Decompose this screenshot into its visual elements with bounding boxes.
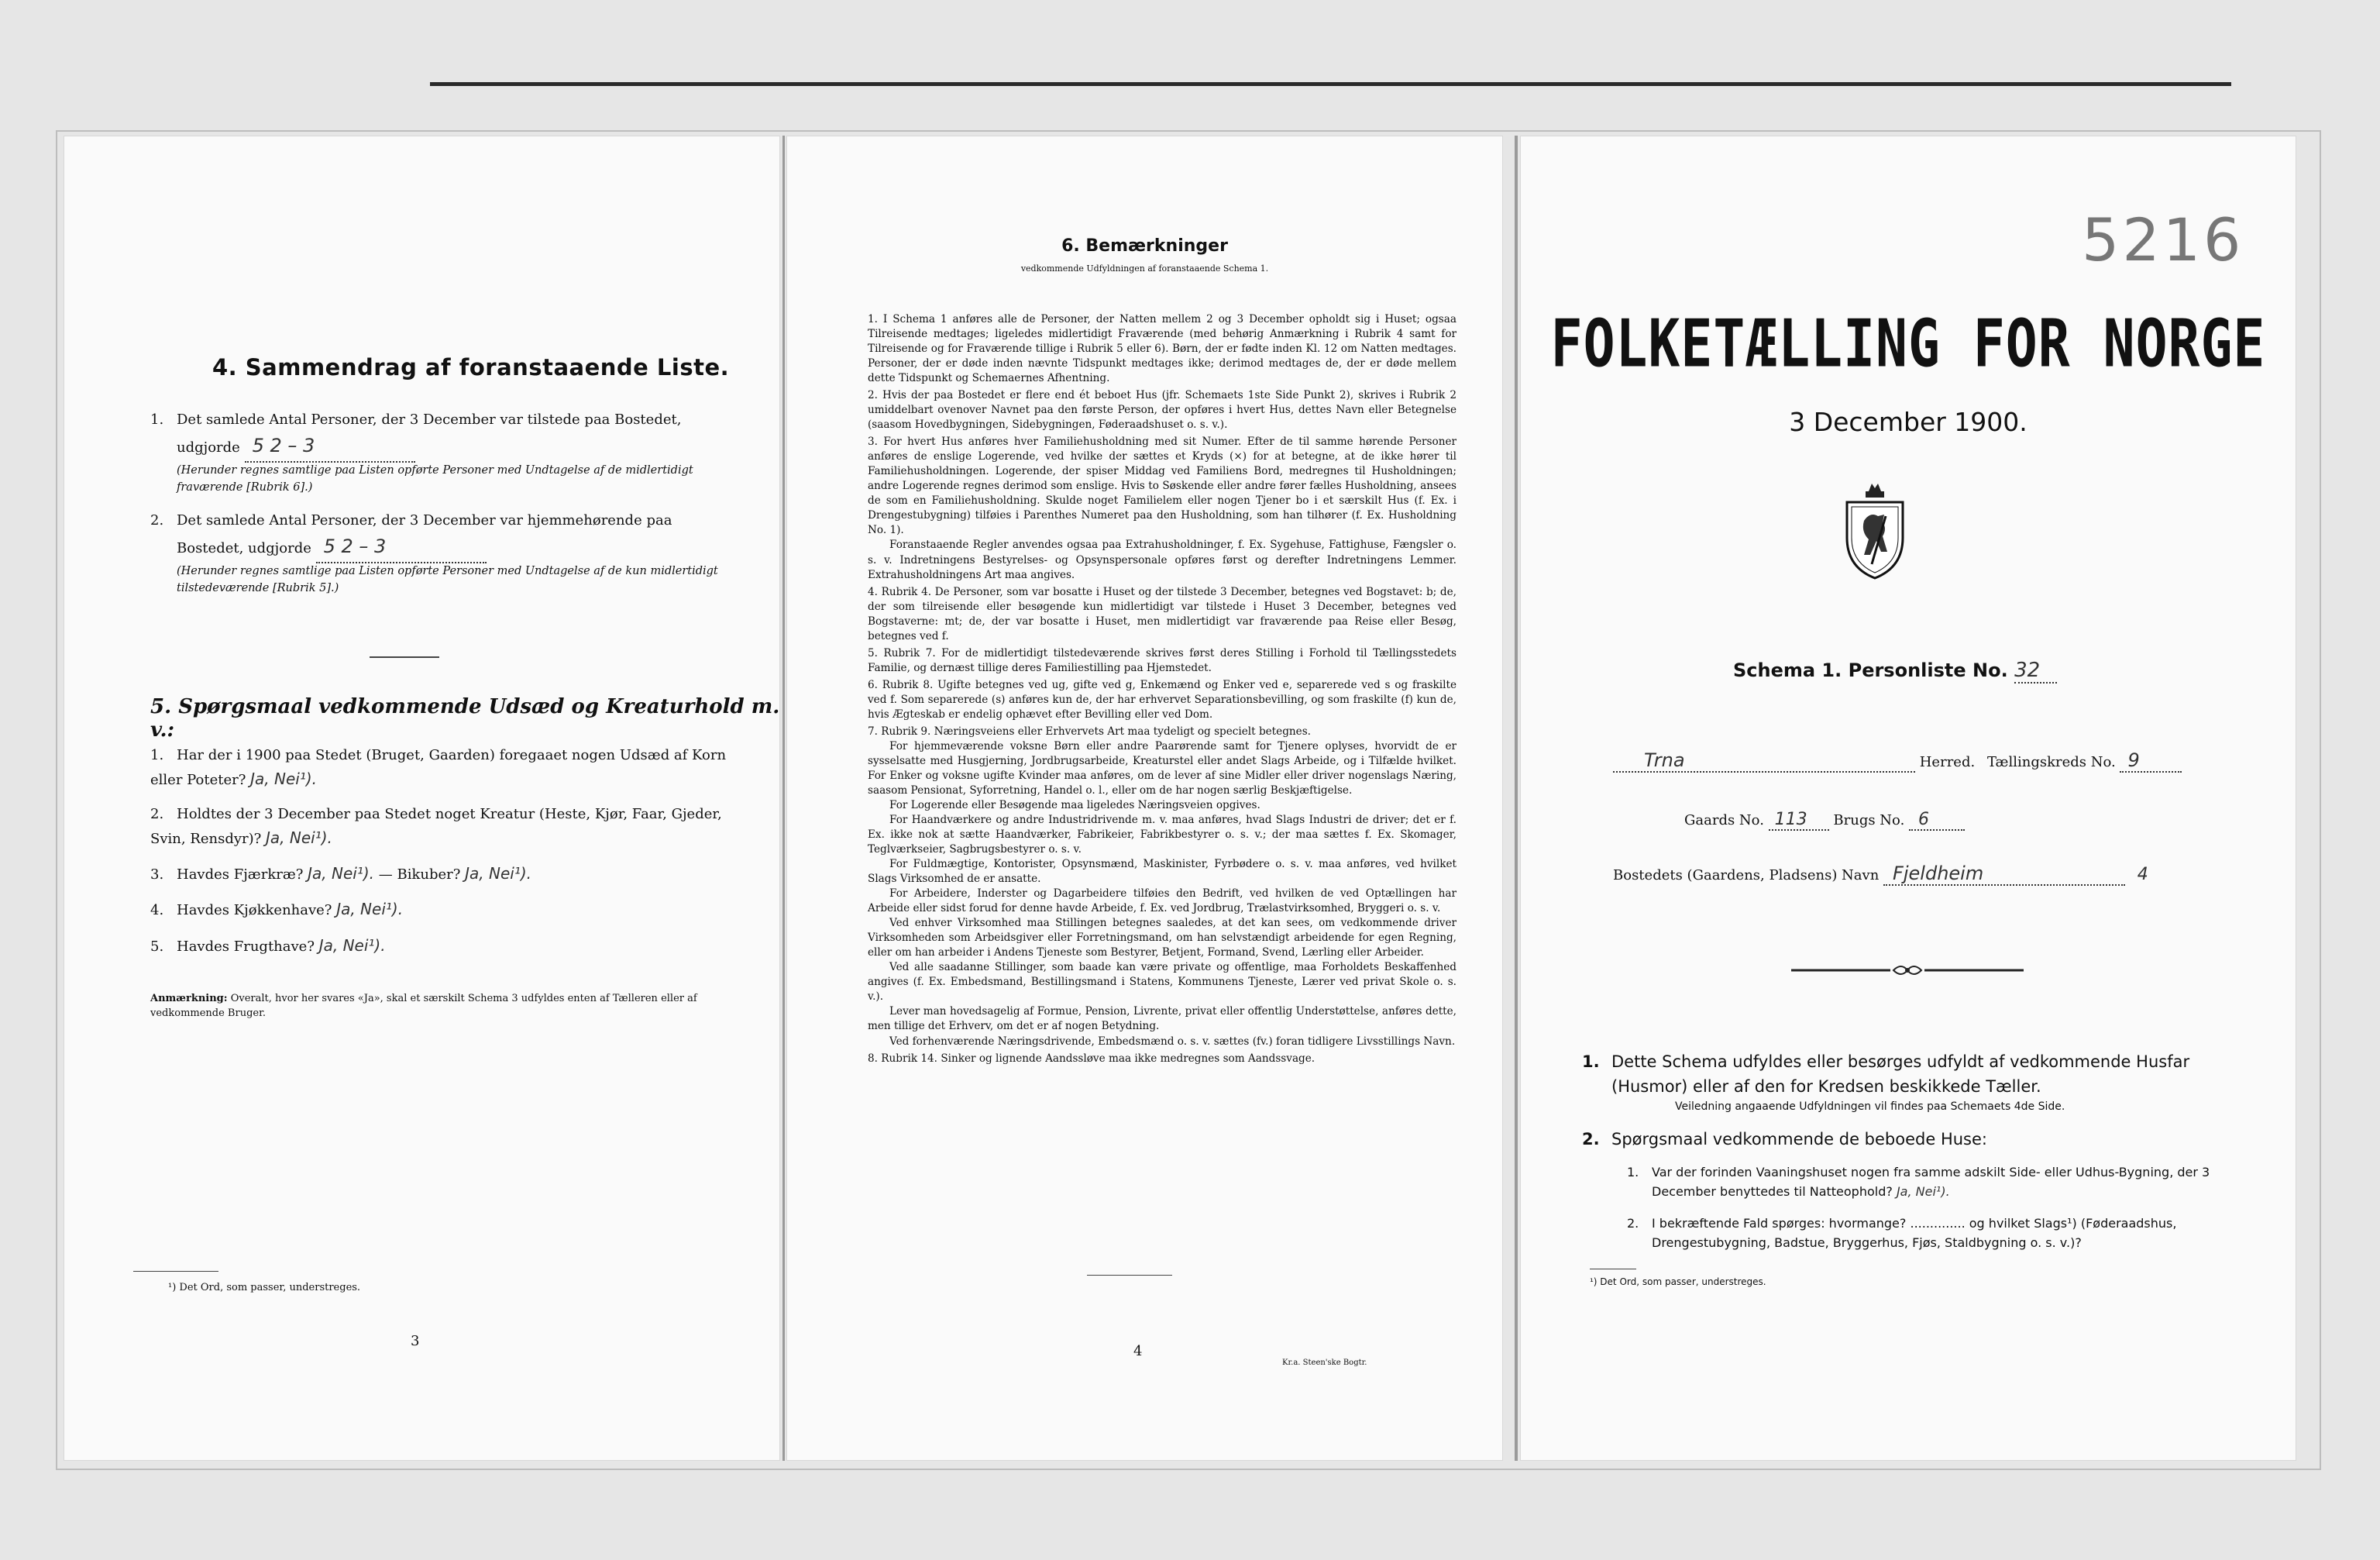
handwritten-count: 5 2 – 3 — [316, 532, 487, 563]
remarks-title: 6. Bemærkninger — [1061, 236, 1228, 256]
page-number: 3 — [411, 1333, 420, 1349]
answer: Ja, Nei¹). — [266, 828, 332, 847]
left-page — [64, 136, 780, 1461]
remark — [150, 992, 739, 1021]
page-number: 4 — [1133, 1343, 1143, 1359]
bosted-value: Fjeldheim — [1883, 863, 2125, 886]
item-text: Det samlede Antal Personer, der 3 December var hjemmehørende paa — [177, 512, 672, 529]
schema-line — [1733, 659, 2057, 684]
item-note: (Herunder regnes samtlige paa Listen opførte Personer med Undtagelse af de kun midlertidigt tilstedeværende [Rubrik 5].) — [177, 565, 718, 594]
item-note: Veiledning angaaende Udfyldningen vil findes paa Schemaets 4de Side. — [1675, 1100, 2065, 1113]
personliste-number: 32 — [2014, 659, 2057, 684]
question-5: 5. Havdes Frugthave? Ja, Nei¹). — [150, 935, 386, 955]
item-text: Spørgsmaal vedkommende de beboede Huse: — [1611, 1130, 1987, 1148]
section4-title: 4. Sammendrag af foranstaaende Liste. — [212, 354, 730, 381]
schema-label: Schema 1. Personliste No. — [1733, 659, 2008, 681]
remark-paragraph: For Arbeidere, Inderster og Dagarbeidere tilføies den Bedrift, ved hvilken de ved Optællingen har Arbeide eller sidst forud for denne havde Arbeide, f. Ex. ved Jordbrug, Trælastvirksomhed, Bryggeri o. s. v. — [868, 887, 1457, 915]
remark-paragraph: 4. Rubrik 4. De Personer, som var bosatte i Huset og der tilstede 3 December, betegnes ved Bogstavet: b; de, der som tilreisende eller besøgende kun midlertidigt var tilstede i Huset 3 December, betegnes ved Bogstaverne: mt; de, der var bosatte i Huset, men midlertidigt var fraværende paa Reise eller Besøg, betegnes ved f. — [868, 585, 1457, 642]
page-fold — [782, 136, 785, 1461]
remark-paragraph: Ved enhver Virksomhed maa Stillingen betegnes saaledes, at det kan sees, om vedkommende driver Virksomheden som Arbeidsgiver eller Forretningsmand, om han selvstændigt arbeidende for egen Regning, eller om han arbeider i Andens Tjeneste som Bestyrer, Betjent, Formand, Svend, Lærling eller Arbeider. — [868, 917, 1457, 959]
gaards-value: 113 — [1769, 810, 1829, 831]
item-number: 2. — [1582, 1130, 1600, 1148]
item-note: (Herunder regnes samtlige paa Listen opførte Personer med Undtagelse af de midlertidigt fraværende [Rubrik 6].) — [177, 464, 693, 494]
census-date: 3 December 1900. — [1789, 407, 2027, 437]
bosted-line — [1613, 863, 2279, 886]
printer-imprint: Kr.a. Steen'ske Bogtr. — [1282, 1359, 1367, 1367]
section-divider — [1087, 1275, 1172, 1276]
question-1: 1. Har der i 1900 paa Stedet (Bruget, Gaarden) foregaaet nogen Udsæd af Korn eller Poteter? Ja, Nei¹). — [150, 747, 727, 789]
census-title: FOLKETÆLLING FOR NORGE — [1550, 306, 2266, 383]
bosted-label: Bostedets (Gaardens, Pladsens) Navn — [1613, 867, 1880, 883]
bosted-extra: 4 — [2137, 865, 2148, 884]
answer: Ja, Nei¹). — [250, 770, 317, 789]
remark-paragraph: For Haandværkere og andre Industridrivende m. v. maa anføres, hvad Slags Industri de driver; det er f. Ex. ikke nok at sætte Haandværker, Fabrikeier, Fabrikbestyrer o. s. v.; der maa sættes f. Ex. Skomager, Teglværkseier, Sagbrugsbestyrer o. s. v. — [868, 814, 1457, 856]
item-number: 2. — [150, 512, 164, 529]
page-fold — [1515, 136, 1518, 1461]
answer: Ja, Nei¹). — [318, 935, 386, 955]
gaards-label: Gaards No. — [1684, 812, 1764, 828]
answer: Ja, Nei¹). — [308, 864, 375, 883]
instruction-1 — [1582, 1050, 2264, 1116]
footnote: ¹) Det Ord, som passer, understreges. — [1590, 1276, 1766, 1287]
remark-paragraph: Ved alle saadanne Stillinger, som baade kan være private og offentlige, maa Forholdets Beskaffenhed angives (f. Ex. Embedsmand, Bestillingsmand i Statens, Kommunens Tjeneste, Lærer ved privat Skole o. s. v.). — [868, 961, 1457, 1004]
herred-line — [1613, 749, 2279, 773]
section-divider — [370, 656, 439, 658]
gaards-line — [1684, 810, 1965, 831]
remark-paragraph: For hjemmeværende voksne Børn eller andre Paarørende samt for Tjenere oplyses, hvorvidt de er sysselsatte med Husgjerning, Jordbrugsarbeide, Kreaturstel eller andet Slags Arbeide, og i Tilfælde hvilket. For Enker og voksne ugifte Kvinder maa anføres, om de lever af sine Midler eller driver nogenslags Næring, saasom Pensionat, Syforretning, Handel o. l., eller om de har nogen særlig Beskjæftigelse. — [868, 739, 1457, 797]
item-text: Dette Schema udfyldes eller besørges udfyldt af vedkommende Husfar (Husmor) eller af den for Kredsen beskikkede Tæller. — [1611, 1052, 2190, 1096]
remark-text: Overalt, hvor her svares «Ja», skal et særskilt Schema 3 udfyldes enten af Tælleren eller af vedkommende Bruger. — [150, 993, 697, 1019]
herred-value: Trna — [1613, 749, 1915, 773]
remark-paragraph: 7. Rubrik 9. Næringsveiens eller Erhvervets Art maa tydeligt og specielt betegnes. — [868, 725, 1311, 738]
remark-paragraph: Foranstaaende Regler anvendes ogsaa paa Extrahusholdninger, f. Ex. Sygehuse, Fattighuse, Fængsler o. s. v. Indretningens Bestyrelses- og Opsynspersonale opføres først og derefter Indretningens Lemmer. Extrahusholdningens Art maa angives. — [868, 539, 1457, 581]
answer: Ja, Nei¹). — [336, 900, 404, 919]
remark-paragraph: For Logerende eller Besøgende maa ligeledes Næringsveien opgives. — [889, 799, 1261, 811]
question-list — [150, 744, 739, 958]
remark-paragraph: 8. Rubrik 14. Sinker og lignende Aandssløve maa ikke medregnes som Aandssvage. — [868, 1052, 1316, 1065]
brugs-value: 6 — [1909, 810, 1965, 831]
remarks-subtitle: vedkommende Udfyldningen af foranstaaende Schema 1. — [1020, 263, 1269, 274]
remark-paragraph: For Fuldmægtige, Kontorister, Opsynsmænd, Maskinister, Fyrbødere o. s. v. maa anføres, ved hvilket Slags Virksomhed de er ansatte. — [868, 858, 1457, 886]
item-number: 1. — [1582, 1052, 1600, 1071]
remark-paragraph: 2. Hvis der paa Bostedet er flere end ét beboet Hus (jfr. Schemaets 1ste Side Punkt 2), skrives i Rubrik 2 umiddelbart ovenover Navnet paa den første Person, der opføres i hvert Hus, dettes Navn eller Betegnelse (saasom Hovedbygningen, Sidebygningen, Føderaadshuset o. s. v.). — [868, 389, 1457, 432]
section5-title: 5. Spørgsmaal vedkommende Udsæd og Kreaturhold m. v.: — [150, 695, 780, 742]
footnote: ¹) Det Ord, som passer, understreges. — [168, 1282, 361, 1293]
answer: Ja, Nei¹). — [465, 864, 531, 883]
top-scan-line — [430, 82, 2231, 86]
archive-number: 5216 — [2082, 205, 2244, 274]
house-question-2: 2. I bekræftende Fald spørges: hvormange? .............. og hvilket Slags¹) (Føderaadshus, Drengestubygning, Badstue, Bryggerhus, Fjøs, Staldbygning o. s. v.)? — [1627, 1214, 2262, 1253]
middle-page — [786, 136, 1503, 1461]
summary-item-1 — [150, 408, 739, 497]
item-number: 1. — [1627, 1165, 1639, 1179]
remark-paragraph: 3. For hvert Hus anføres hver Familiehusholdning med sit Numer. Efter de til samme hørende Personer anføres de enslige Logerende, ved hvilke der sættes et Kryds (×) for at betegne, at de ikke hører til Familiehusholdningen. Logerende, der spiser Middag ved Familiens Bord, medregnes til Husholdningen; andre Logerende regnes derimod som enslige. Hvis to Søskende eller andre fører fælles Husholdning, ansees de som en Familiehusholdning. Skulde noget Familielem eller nogen Tjener bo i et særskilt Hus (f. Ex. i Drengestubygning) tilføies i Parenthes Numeret paa den Husholdning, som han tilhører (f. Ex. Husholdning No. 1). — [868, 436, 1457, 537]
remark-label: Anmærkning: — [150, 993, 228, 1004]
remark-paragraph: 1. I Schema 1 anføres alle de Personer, der Natten mellem 2 og 3 December opholdt sig i Huset; ogsaa Tilreisende medtages; ligeledes midlertidigt Fraværende (med behørig Anmærkning i Rubrik 4 samt for Tilreisende og for Fraværende tillige i Rubrik 5 eller 6). Børn, der er fødte inden Kl. 12 om Natten medtages. Personer, der er døde inden nævnte Tidspunkt medtages ikke; derimod medtages de, der er døde mellem dette Tidspunkt og Schemaernes Afhentning. — [868, 313, 1457, 385]
footnote-rule — [133, 1271, 218, 1272]
item-number: 2. — [1627, 1216, 1639, 1231]
answer: Ja, Nei¹). — [1896, 1183, 1950, 1199]
ornament-divider-icon — [1791, 961, 2024, 980]
summary-item-2 — [150, 509, 739, 597]
instruction-2 — [1582, 1128, 2264, 1152]
right-page — [1520, 136, 2296, 1461]
coat-of-arms-icon — [1838, 480, 1912, 581]
question-3: 3. Havdes Fjærkræ? Ja, Nei¹). — Bikuber? Ja, Nei¹). — [150, 864, 531, 883]
herred-label: Herred. — [1919, 754, 1976, 770]
kreds-value: 9 — [2120, 749, 2182, 773]
handwritten-count: 5 2 – 3 — [245, 431, 415, 463]
remarks-body — [868, 310, 1457, 1066]
item-label: Bostedet, udgjorde — [177, 540, 311, 557]
house-question-1: 1. Var der forinden Vaaningshuset nogen fra samme adskilt Side- eller Udhus-Bygning, der 3 December benyttedes til Natteophold? Ja, Nei¹). — [1627, 1163, 2262, 1202]
brugs-label: Brugs No. — [1833, 812, 1905, 828]
question-2: 2. Holdtes der 3 December paa Stedet noget Kreatur (Heste, Kjør, Faar, Gjeder, Svin, Rensdyr)? Ja, Nei¹). — [150, 805, 722, 847]
remark-paragraph: Lever man hovedsagelig af Formue, Pension, Livrente, privat eller offentlig Understøttelse, anføres dette, men tillige det Erhverv, om det er af nogen Betydning. — [868, 1005, 1457, 1033]
kreds-label: Tællingskreds No. — [1986, 754, 2116, 770]
remark-paragraph: 6. Rubrik 8. Ugifte betegnes ved ug, gifte ved g, Enkemænd og Enker ved e, separerede ved s og fraskilte ved f. Som separerede (s) anføres kun de, der har erhvervet Separationsbevilling, og som fraskilte (f) kun de, hvis Ægteskab er endelig ophævet efter Bevilling eller ved Dom. — [868, 678, 1457, 721]
remark-paragraph: Ved forhenværende Næringsdrivende, Embedsmænd o. s. v. sættes (fv.) foran tidligere Livsstillings Navn. — [889, 1035, 1456, 1048]
item-label: udgjorde — [177, 439, 240, 456]
item-number: 1. — [150, 412, 164, 428]
item-text: Det samlede Antal Personer, der 3 December var tilstede paa Bostedet, — [177, 412, 682, 428]
question-4: 4. Havdes Kjøkkenhave? Ja, Nei¹). — [150, 900, 404, 919]
remark-paragraph: 5. Rubrik 7. For de midlertidigt tilstedeværende skrives først deres Stilling i Forhold til Tællingsstedets Familie, og dernæst tillige deres Familiestilling paa Hjemstedet. — [868, 646, 1457, 674]
